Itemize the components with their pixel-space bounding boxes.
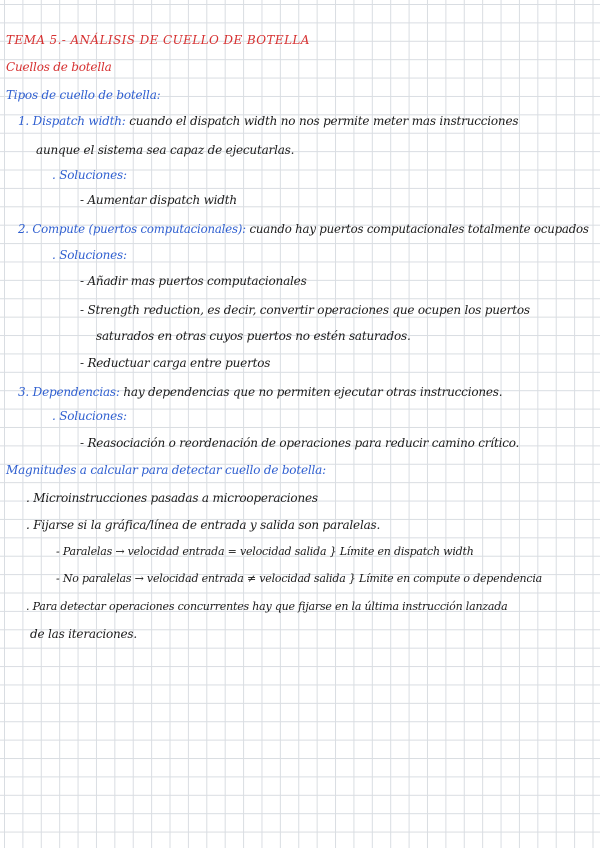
item-1-label: 1. Dispatch width: (18, 114, 126, 128)
item-2-solutions-label: . Soluciones: (52, 248, 127, 262)
bullet-2-sub-2: - No paralelas → velocidad entrada ≠ velocidad salida } Límite en compute o dependencia (56, 572, 543, 585)
item-1-solution: - Aumentar dispatch width (80, 193, 237, 207)
item-3-label: 3. Dependencias: (18, 385, 120, 399)
bullet-2-sub-1: - Paralelas → velocidad entrada = velocidad salida } Límite en dispatch width (56, 545, 474, 558)
item-2-solution-2-cont: saturados en otras cuyos puertos no estén saturados. (96, 329, 411, 343)
item-3-solution-1: - Reasociación o reordenación de operaciones para reducir camino crítico. (80, 436, 520, 450)
item-2-line (18, 220, 589, 238)
item-1-text: cuando el dispatch width no nos permite meter mas instrucciones (129, 114, 519, 128)
item-2-solution-1: - Añadir mas puertos computacionales (80, 274, 307, 288)
item-2-solution-2: - Strength reduction, es decir, convertir operaciones que ocupen los puertos (80, 303, 530, 317)
page-title: TEMA 5.- ANÁLISIS DE CUELLO DE BOTELLA (6, 33, 310, 47)
item-1-solutions-label: . Soluciones: (52, 168, 127, 182)
bullet-3-cont: de las iteraciones. (30, 627, 138, 641)
magnitudes-heading: Magnitudes a calcular para detectar cuello de botella: (6, 463, 326, 477)
section-heading: Cuellos de botella (6, 60, 112, 74)
item-3-line (18, 383, 502, 401)
item-3-solutions-label: . Soluciones: (52, 409, 127, 423)
item-2-solution-3: - Reductuar carga entre puertos (80, 356, 271, 370)
types-heading: Tipos de cuello de botella: (6, 88, 161, 102)
item-1-line (18, 112, 518, 130)
bullet-2: . Fijarse si la gráfica/línea de entrada y salida son paralelas. (26, 518, 381, 532)
item-3-text: hay dependencias que no permiten ejecutar otras instrucciones. (123, 385, 503, 399)
item-1-text-cont: aunque el sistema sea capaz de ejecutarlas. (36, 143, 295, 157)
item-2-text: cuando hay puertos computacionales totalmente ocupados (249, 222, 589, 236)
bullet-3: . Para detectar operaciones concurrentes hay que fijarse en la última instrucción lanzada (26, 600, 508, 613)
bullet-1: . Microinstrucciones pasadas a microoperaciones (26, 491, 318, 505)
item-2-label: 2. Compute (puertos computacionales): (18, 222, 246, 236)
